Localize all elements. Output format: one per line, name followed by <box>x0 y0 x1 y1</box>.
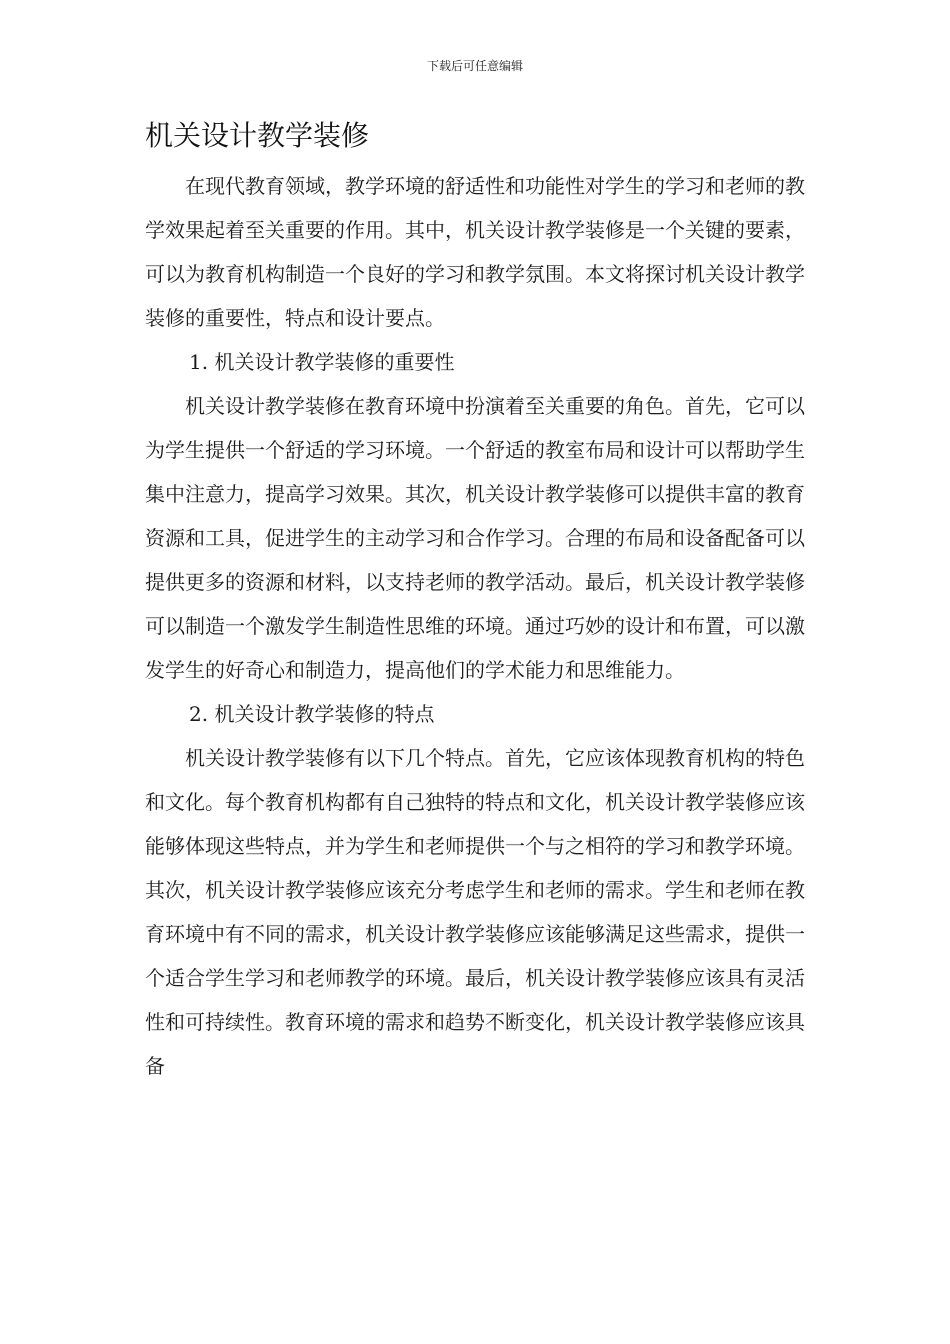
document-title: 机关设计教学装修 <box>145 119 370 152</box>
section-1-heading: 1. 机关设计教学装修的重要性 <box>189 350 455 374</box>
section-2-heading: 2. 机关设计教学装修的特点 <box>189 702 435 726</box>
page-header-note: 下载后可任意编辑 <box>426 59 523 73</box>
document-body <box>145 164 805 1088</box>
intro-paragraph: 在现代教育领域，教学环境的舒适性和功能性对学生的学习和老师的教学效果起着至关重要的作用。其中，机关设计教学装修是一个关键的要素，可以为教育机构制造一个良好的学习和教学氛围。本文将探讨机关设计教学装修的重要性，特点和设计要点。 <box>145 174 805 330</box>
section-1-paragraph: 机关设计教学装修在教育环境中扮演着至关重要的角色。首先，它可以为学生提供一个舒适的学习环境。一个舒适的教室布局和设计可以帮助学生集中注意力，提高学习效果。其次，机关设计教学装修可以提供丰富的教育资源和工具，促进学生的主动学习和合作学习。合理的布局和设备配备可以提供更多的资源和材料，以支持老师的教学活动。最后，机关设计教学装修可以制造一个激发学生制造性思维的环境。通过巧妙的设计和布置，可以激发学生的好奇心和制造力，提高他们的学术能力和思维能力。 <box>145 394 805 682</box>
section-2-paragraph: 机关设计教学装修有以下几个特点。首先，它应该体现教育机构的特色和文化。每个教育机构都有自己独特的特点和文化，机关设计教学装修应该能够体现这些特点，并为学生和老师提供一个与之相符的学习和教学环境。其次，机关设计教学装修应该充分考虑学生和老师的需求。学生和老师在教育环境中有不同的需求，机关设计教学装修应该能够满足这些需求，提供一个适合学生学习和老师教学的环境。最后，机关设计教学装修应该具有灵活性和可持续性。教育环境的需求和趋势不断变化，机关设计教学装修应该具备 <box>145 746 805 1078</box>
